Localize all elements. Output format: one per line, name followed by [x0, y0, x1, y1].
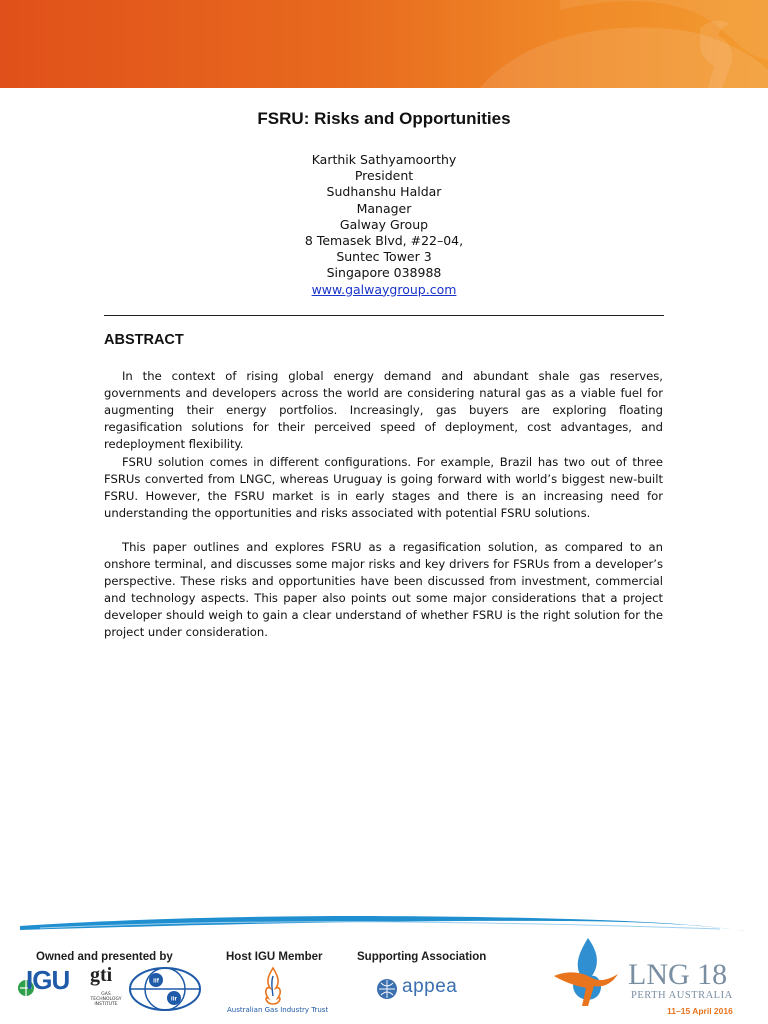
author-block [0, 152, 768, 298]
appea-globe-icon [376, 978, 398, 1000]
flame-icon [258, 966, 288, 1006]
owned-label: Owned and presented by [36, 951, 173, 963]
footer-swoosh [0, 912, 768, 942]
lng-event-place: PERTH AUSTRALIA [631, 990, 733, 1001]
author-role: Manager [356, 200, 412, 216]
agit-name: Australian Gas Industry Trust [227, 1006, 329, 1014]
paragraph-text: In the context of rising global energy demand and abundant shale gas reserves, governments and developers across the world are considering natural gas as a viable fuel for augmenting their energy portfolios. Increasingly, gas buyers are exploring floating regasification solutions for their perceived speed of deployment, cost advantages, and redeployment flexibility. [104, 369, 663, 452]
organization: Galway Group [339, 216, 429, 232]
address-line: 8 Temasek Blvd, #22–04, [304, 233, 464, 249]
abstract-paragraph [104, 368, 663, 453]
abstract-paragraph [104, 454, 663, 522]
lng-event-dates: 11–15 April 2016 [667, 1006, 733, 1016]
svg-text:iir: iir [170, 995, 178, 1003]
appea-name: appea [402, 976, 458, 997]
paper-title: FSRU: Risks and Opportunities [257, 109, 511, 128]
lng-event-name: LNG 18 [628, 958, 728, 991]
author-role: President [354, 168, 414, 184]
gti-logo-text: gti [90, 964, 113, 986]
abstract-heading: ABSTRACT [104, 332, 184, 348]
host-label: Host IGU Member [226, 951, 323, 963]
website-link[interactable]: www.galwaygroup.com [311, 281, 457, 297]
igu-logo-text: IGU [26, 965, 70, 995]
address-line: Suntec Tower 3 [336, 249, 432, 265]
abstract-paragraph [104, 539, 663, 642]
svg-text:iif: iif [153, 977, 159, 985]
divider [104, 315, 664, 316]
header-banner [0, 0, 768, 88]
author-name: Sudhanshu Haldar [326, 184, 442, 200]
address-line: Singapore 038988 [326, 265, 442, 281]
support-label: Supporting Association [357, 951, 487, 963]
gti-subtext: GAS TECHNOLOGY INSTITUTE [90, 992, 122, 1007]
paragraph-text: FSRU solution comes in different configurations. For example, Brazil has two out of three FSRUs converted from LNGC, whereas Uruguay is going forward with world’s biggest new-built FSRU. However, the FSRU market is in early stages and there is an increasing need for understanding the opportunities and risks associated with potential FSRU solutions. [104, 455, 663, 521]
kangaroo-watermark-icon [0, 0, 768, 88]
kangaroo-flame-icon [548, 936, 626, 1010]
author-name: Karthik Sathyamoorthy [311, 152, 457, 167]
iif-iir-globe-icon [128, 966, 202, 1012]
paragraph-text: This paper outlines and explores FSRU as a regasification solution, as compared to an onshore terminal, and discusses some major risks and key drivers for FSRUs from a developer’s perspective. These risks and opportunities have been discussed from investment, commercial and technology aspects. This paper also points out some major considerations that a project developer should weigh to gain a clear understand of whether FSRU is the right solution for the project under consideration. [104, 540, 663, 640]
